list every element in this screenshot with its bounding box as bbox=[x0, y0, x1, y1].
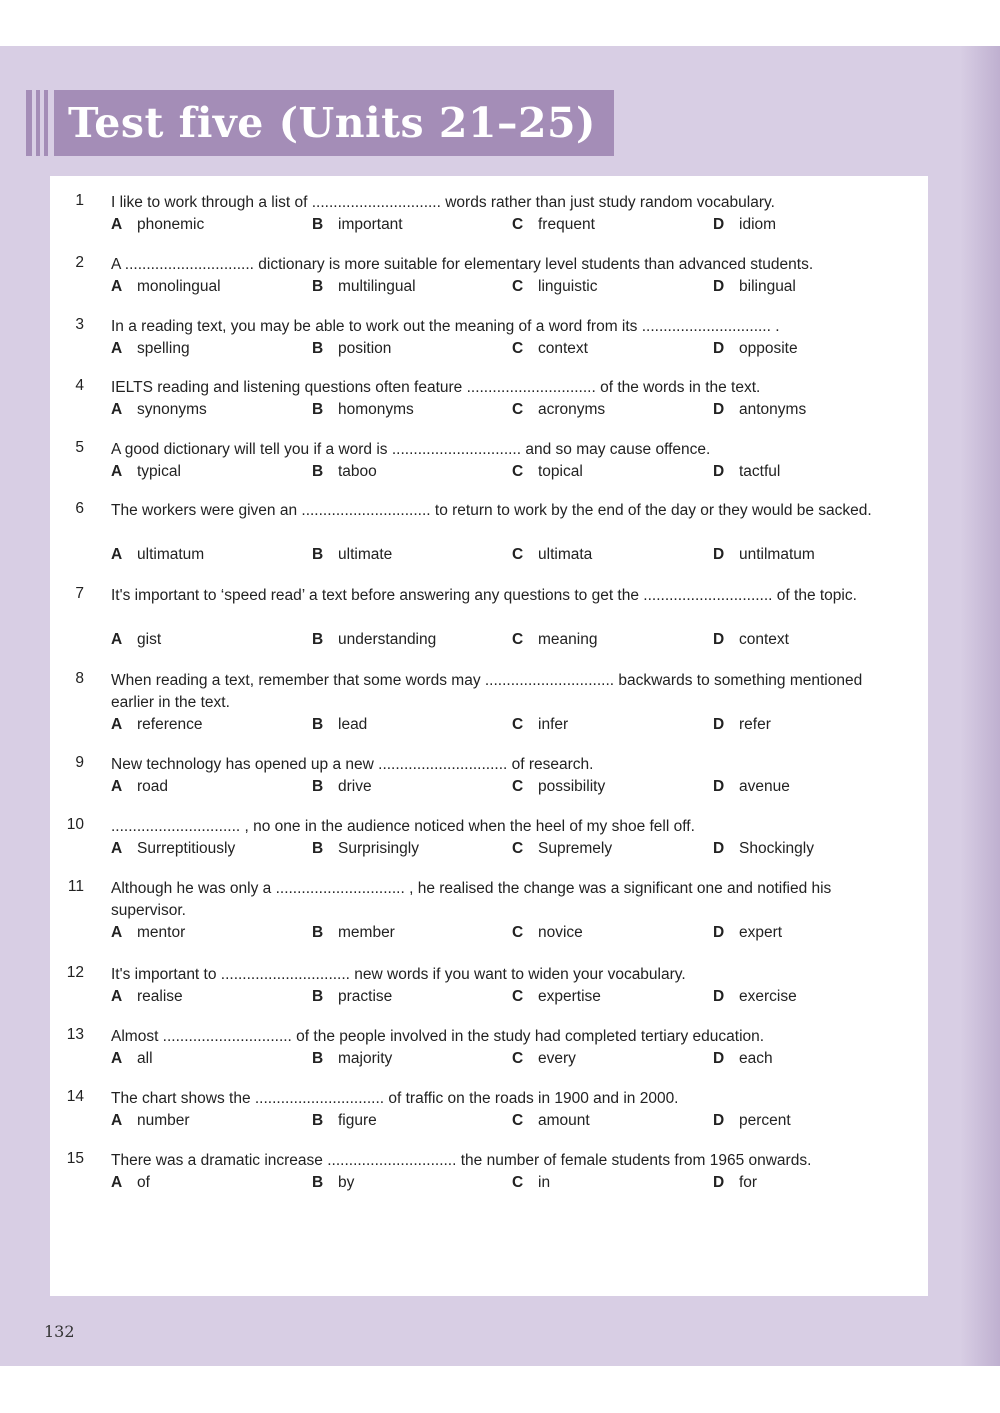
answer-option-c[interactable] bbox=[512, 399, 605, 421]
answer-option-a[interactable] bbox=[111, 1172, 150, 1194]
question-text: Almost .............................. of the people involved in the study had completed tertiary education. bbox=[111, 1028, 765, 1045]
option-letter: B bbox=[312, 340, 324, 357]
question-text: .............................. , no one in the audience noticed when the heel of my shoe fell off. bbox=[111, 818, 695, 835]
question-text: I like to work through a list of .............................. words rather than just study random vocabulary. bbox=[111, 194, 775, 211]
option-text: avenue bbox=[739, 778, 790, 795]
option-text: opposite bbox=[739, 340, 798, 357]
answer-option-d[interactable] bbox=[713, 629, 789, 651]
option-text: every bbox=[538, 1050, 576, 1067]
answer-option-d[interactable] bbox=[713, 399, 806, 421]
question-text: When reading a text, remember that some words may .............................. backwards to something mentioned earlier in the text. bbox=[111, 672, 863, 711]
option-letter: A bbox=[111, 631, 123, 648]
answer-option-d[interactable] bbox=[713, 986, 797, 1008]
answer-option-c[interactable] bbox=[512, 838, 612, 860]
option-letter: D bbox=[713, 778, 725, 795]
option-letter: B bbox=[312, 546, 324, 563]
option-letter: A bbox=[111, 546, 123, 563]
option-text: exercise bbox=[739, 988, 797, 1005]
option-text: taboo bbox=[338, 463, 377, 480]
question-text: In a reading text, you may be able to work out the meaning of a word from its .............................. . bbox=[111, 318, 780, 335]
option-text: in bbox=[538, 1174, 551, 1191]
option-letter: C bbox=[512, 1050, 524, 1067]
answer-option-c[interactable] bbox=[512, 214, 595, 236]
answer-option-b[interactable] bbox=[312, 922, 395, 944]
question-number: 7 bbox=[75, 585, 84, 602]
answer-option-c[interactable] bbox=[512, 776, 605, 798]
option-letter: A bbox=[111, 278, 123, 295]
option-letter: A bbox=[111, 716, 123, 733]
option-letter: D bbox=[713, 463, 725, 480]
option-text: possibility bbox=[538, 778, 606, 795]
answer-option-c[interactable] bbox=[512, 922, 583, 944]
answer-option-c[interactable] bbox=[512, 1048, 576, 1070]
question-number: 10 bbox=[66, 816, 84, 833]
option-text: majority bbox=[338, 1050, 393, 1067]
option-letter: C bbox=[512, 1174, 524, 1191]
option-letter: C bbox=[512, 840, 524, 857]
answer-option-a[interactable] bbox=[111, 544, 204, 566]
option-text: acronyms bbox=[538, 401, 606, 418]
answer-option-d[interactable] bbox=[713, 461, 780, 483]
question-number: 3 bbox=[75, 316, 84, 333]
option-letter: A bbox=[111, 1174, 123, 1191]
option-letter: C bbox=[512, 631, 524, 648]
answer-option-b[interactable] bbox=[312, 399, 414, 421]
question-number: 14 bbox=[66, 1088, 84, 1105]
option-text: ultimatum bbox=[137, 546, 205, 563]
option-text: refer bbox=[739, 716, 771, 733]
title-decoration bbox=[26, 90, 56, 156]
answer-option-b[interactable] bbox=[312, 544, 392, 566]
option-text: mentor bbox=[137, 924, 186, 941]
answer-option-b[interactable] bbox=[312, 276, 416, 298]
option-text: topical bbox=[538, 463, 583, 480]
option-text: reference bbox=[137, 716, 203, 733]
answer-option-c[interactable] bbox=[512, 714, 568, 736]
answer-options bbox=[50, 1110, 928, 1132]
option-letter: A bbox=[111, 1050, 123, 1067]
answer-option-c[interactable] bbox=[512, 629, 597, 651]
option-text: synonyms bbox=[137, 401, 207, 418]
question-number: 1 bbox=[75, 192, 84, 209]
option-letter: A bbox=[111, 463, 123, 480]
option-text: homonyms bbox=[338, 401, 414, 418]
question-text: New technology has opened up a new .............................. of research. bbox=[111, 756, 594, 773]
option-letter: A bbox=[111, 401, 123, 418]
page-title: Test five (Units 21–25) bbox=[68, 99, 596, 147]
answer-option-c[interactable] bbox=[512, 986, 601, 1008]
answer-option-a[interactable] bbox=[111, 1048, 153, 1070]
option-text: meaning bbox=[538, 631, 598, 648]
answer-option-c[interactable] bbox=[512, 544, 592, 566]
option-letter: A bbox=[111, 840, 123, 857]
option-letter: B bbox=[312, 216, 324, 233]
answer-option-b[interactable] bbox=[312, 776, 372, 798]
answer-option-a[interactable] bbox=[111, 776, 168, 798]
option-letter: C bbox=[512, 778, 524, 795]
option-text: number bbox=[137, 1112, 190, 1129]
option-text: Shockingly bbox=[739, 840, 814, 857]
question-text: A good dictionary will tell you if a word is .............................. and so may cause offence. bbox=[111, 441, 711, 458]
option-letter: D bbox=[713, 631, 725, 648]
answer-option-c[interactable] bbox=[512, 1172, 550, 1194]
question-number: 8 bbox=[75, 670, 84, 687]
answer-option-b[interactable] bbox=[312, 1048, 392, 1070]
answer-options bbox=[50, 1048, 928, 1070]
option-text: position bbox=[338, 340, 392, 357]
option-letter: D bbox=[713, 1112, 725, 1129]
answer-option-a[interactable] bbox=[111, 922, 185, 944]
question-text: The chart shows the .............................. of traffic on the roads in 1900 and in 2000. bbox=[111, 1090, 679, 1107]
option-text: untilmatum bbox=[739, 546, 815, 563]
option-letter: A bbox=[111, 988, 123, 1005]
option-letter: A bbox=[111, 924, 123, 941]
answer-options bbox=[50, 922, 928, 944]
option-letter: B bbox=[312, 401, 324, 418]
answer-option-a[interactable] bbox=[111, 1110, 190, 1132]
option-letter: C bbox=[512, 278, 524, 295]
answer-option-d[interactable] bbox=[713, 776, 790, 798]
question-number: 5 bbox=[75, 439, 84, 456]
option-letter: C bbox=[512, 988, 524, 1005]
question-number: 6 bbox=[75, 500, 84, 517]
option-text: infer bbox=[538, 716, 569, 733]
option-letter: C bbox=[512, 340, 524, 357]
option-letter: D bbox=[713, 546, 725, 563]
answer-option-b[interactable] bbox=[312, 986, 392, 1008]
answer-options bbox=[50, 714, 928, 736]
answer-options bbox=[50, 838, 928, 860]
answer-option-b[interactable] bbox=[312, 1110, 377, 1132]
answer-option-a[interactable] bbox=[111, 838, 235, 860]
answer-option-c[interactable] bbox=[512, 1110, 590, 1132]
option-text: realise bbox=[137, 988, 183, 1005]
answer-option-a[interactable] bbox=[111, 399, 207, 421]
page-number: 132 bbox=[44, 1322, 75, 1341]
option-letter: C bbox=[512, 401, 524, 418]
option-text: frequent bbox=[538, 216, 595, 233]
option-letter: D bbox=[713, 924, 725, 941]
option-letter: B bbox=[312, 840, 324, 857]
option-text: lead bbox=[338, 716, 368, 733]
option-letter: B bbox=[312, 716, 324, 733]
option-text: tactful bbox=[739, 463, 781, 480]
option-text: bilingual bbox=[739, 278, 796, 295]
title-banner bbox=[54, 90, 614, 156]
answer-option-c[interactable] bbox=[512, 276, 597, 298]
answer-option-a[interactable] bbox=[111, 461, 181, 483]
answer-options bbox=[50, 776, 928, 798]
question-text: A .............................. dictionary is more suitable for elementary level students than advanced students. bbox=[111, 256, 814, 273]
question-text: It's important to ‘speed read’ a text before answering any questions to get the .............................. of the topic. bbox=[111, 587, 857, 604]
answer-option-c[interactable] bbox=[512, 338, 588, 360]
option-text: context bbox=[538, 340, 588, 357]
answer-options bbox=[50, 338, 928, 360]
option-text: all bbox=[137, 1050, 153, 1067]
answer-option-d[interactable] bbox=[713, 1172, 757, 1194]
answer-option-a[interactable] bbox=[111, 629, 161, 651]
option-text: phonemic bbox=[137, 216, 205, 233]
answer-option-d[interactable] bbox=[713, 1110, 791, 1132]
option-text: Surprisingly bbox=[338, 840, 419, 857]
answer-option-b[interactable] bbox=[312, 461, 377, 483]
option-letter: B bbox=[312, 778, 324, 795]
option-text: amount bbox=[538, 1112, 590, 1129]
option-text: for bbox=[739, 1174, 758, 1191]
option-text: practise bbox=[338, 988, 393, 1005]
answer-option-b[interactable] bbox=[312, 838, 419, 860]
option-letter: D bbox=[713, 216, 725, 233]
option-text: monolingual bbox=[137, 278, 221, 295]
option-letter: D bbox=[713, 840, 725, 857]
question-text: It's important to .............................. new words if you want to widen your vocabulary. bbox=[111, 966, 686, 983]
option-text: important bbox=[338, 216, 403, 233]
option-text: ultimate bbox=[338, 546, 393, 563]
option-text: antonyms bbox=[739, 401, 807, 418]
answer-option-a[interactable] bbox=[111, 714, 202, 736]
option-text: Surreptitiously bbox=[137, 840, 236, 857]
option-letter: B bbox=[312, 1112, 324, 1129]
answer-option-d[interactable] bbox=[713, 276, 796, 298]
option-letter: D bbox=[713, 340, 725, 357]
option-text: figure bbox=[338, 1112, 377, 1129]
answer-option-a[interactable] bbox=[111, 214, 204, 236]
question-number: 4 bbox=[75, 377, 84, 394]
option-letter: C bbox=[512, 216, 524, 233]
option-text: expertise bbox=[538, 988, 601, 1005]
option-text: member bbox=[338, 924, 395, 941]
answer-option-d[interactable] bbox=[713, 714, 771, 736]
question-card bbox=[50, 176, 928, 1296]
option-text: Supremely bbox=[538, 840, 613, 857]
answer-options bbox=[50, 276, 928, 298]
option-letter: A bbox=[111, 340, 123, 357]
answer-options bbox=[50, 544, 928, 566]
answer-option-b[interactable] bbox=[312, 1172, 354, 1194]
option-letter: A bbox=[111, 1112, 123, 1129]
answer-option-b[interactable] bbox=[312, 338, 391, 360]
answer-option-c[interactable] bbox=[512, 461, 583, 483]
question-number: 12 bbox=[66, 964, 84, 981]
option-text: context bbox=[739, 631, 789, 648]
answer-option-d[interactable] bbox=[713, 838, 814, 860]
answer-option-b[interactable] bbox=[312, 214, 403, 236]
option-letter: D bbox=[713, 278, 725, 295]
option-text: each bbox=[739, 1050, 773, 1067]
option-text: linguistic bbox=[538, 278, 598, 295]
option-letter: B bbox=[312, 631, 324, 648]
option-text: gist bbox=[137, 631, 162, 648]
answer-options bbox=[50, 461, 928, 483]
option-letter: D bbox=[713, 716, 725, 733]
answer-options bbox=[50, 214, 928, 236]
answer-option-d[interactable] bbox=[713, 1048, 773, 1070]
answer-option-d[interactable] bbox=[713, 544, 815, 566]
option-text: road bbox=[137, 778, 169, 795]
option-letter: C bbox=[512, 924, 524, 941]
page-edge bbox=[960, 46, 1000, 1366]
option-text: ultimata bbox=[538, 546, 593, 563]
option-text: novice bbox=[538, 924, 583, 941]
answer-option-a[interactable] bbox=[111, 338, 190, 360]
answer-option-b[interactable] bbox=[312, 629, 436, 651]
answer-option-d[interactable] bbox=[713, 214, 776, 236]
option-letter: D bbox=[713, 988, 725, 1005]
option-letter: B bbox=[312, 463, 324, 480]
question-number: 13 bbox=[66, 1026, 84, 1043]
option-text: by bbox=[338, 1174, 355, 1191]
option-letter: C bbox=[512, 546, 524, 563]
answer-option-d[interactable] bbox=[713, 338, 798, 360]
option-letter: D bbox=[713, 1174, 725, 1191]
question-number: 9 bbox=[75, 754, 84, 771]
question-number: 2 bbox=[75, 254, 84, 271]
answer-option-b[interactable] bbox=[312, 714, 367, 736]
option-letter: B bbox=[312, 278, 324, 295]
option-letter: D bbox=[713, 401, 725, 418]
answer-option-a[interactable] bbox=[111, 986, 183, 1008]
option-text: of bbox=[137, 1174, 150, 1191]
option-text: multilingual bbox=[338, 278, 416, 295]
option-letter: B bbox=[312, 1050, 324, 1067]
option-text: expert bbox=[739, 924, 783, 941]
answer-options bbox=[50, 399, 928, 421]
answer-option-d[interactable] bbox=[713, 922, 782, 944]
option-text: drive bbox=[338, 778, 372, 795]
option-letter: A bbox=[111, 778, 123, 795]
answer-options bbox=[50, 1172, 928, 1194]
option-letter: C bbox=[512, 716, 524, 733]
question-text: Although he was only a .............................. , he realised the change was a significant one and notified his supervisor. bbox=[111, 880, 832, 919]
option-text: typical bbox=[137, 463, 181, 480]
answer-option-a[interactable] bbox=[111, 276, 221, 298]
question-text: The workers were given an .............................. to return to work by the end of the day or they would be sacked. bbox=[111, 502, 872, 519]
answer-options bbox=[50, 629, 928, 651]
option-letter: D bbox=[713, 1050, 725, 1067]
option-letter: B bbox=[312, 924, 324, 941]
option-text: understanding bbox=[338, 631, 437, 648]
question-text: There was a dramatic increase .............................. the number of female students from 1965 onwards. bbox=[111, 1152, 812, 1169]
option-text: idiom bbox=[739, 216, 777, 233]
option-letter: B bbox=[312, 988, 324, 1005]
question-number: 15 bbox=[66, 1150, 84, 1167]
option-letter: C bbox=[512, 463, 524, 480]
question-text: IELTS reading and listening questions often feature .............................. of the words in the text. bbox=[111, 379, 761, 396]
question-number: 11 bbox=[67, 878, 84, 895]
option-letter: B bbox=[312, 1174, 324, 1191]
option-text: percent bbox=[739, 1112, 791, 1129]
option-text: spelling bbox=[137, 340, 190, 357]
option-letter: A bbox=[111, 216, 123, 233]
option-letter: C bbox=[512, 1112, 524, 1129]
answer-options bbox=[50, 986, 928, 1008]
